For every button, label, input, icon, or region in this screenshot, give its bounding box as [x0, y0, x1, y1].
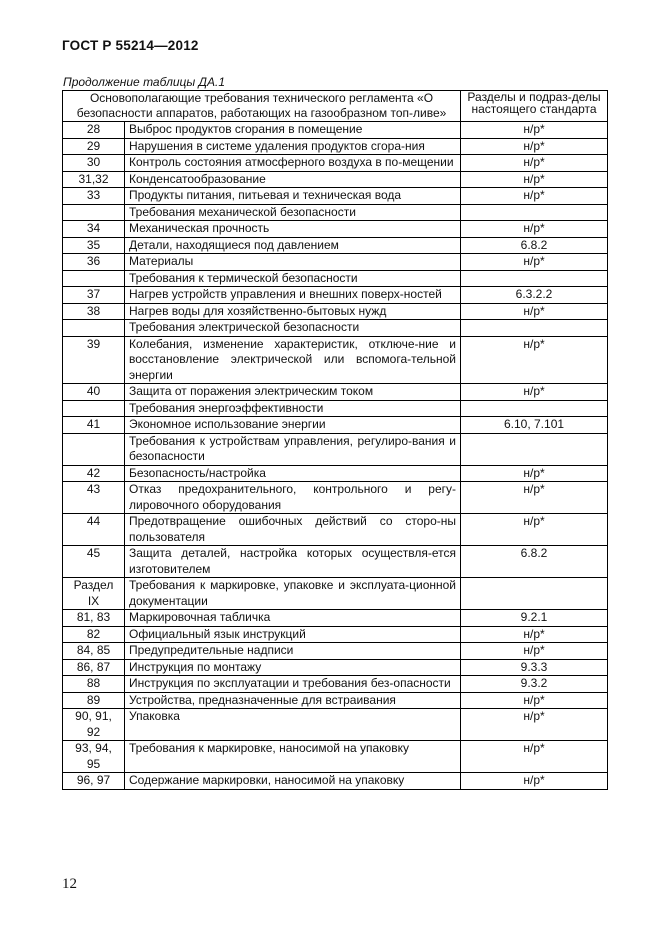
section-cell: н/р*: [461, 692, 608, 709]
row-number-cell: 28: [63, 122, 125, 139]
row-number-cell: 86, 87: [63, 659, 125, 676]
table-row: [63, 204, 608, 221]
requirement-cell: Контроль состояния атмосферного воздуха в по-мещении: [125, 155, 461, 172]
requirement-cell: Маркировочная табличка: [125, 610, 461, 627]
page-number: 12: [62, 876, 77, 892]
requirement-cell: Защита от поражения электрическим током: [125, 384, 461, 401]
column-header-requirements: Основополагающие требования технического регламента «О безопасности аппаратов, работающих на газообразном топ-ливе»: [63, 91, 461, 122]
table-row: [63, 270, 608, 287]
requirement-cell: Экономное использование энергии: [125, 417, 461, 434]
requirement-cell: Выброс продуктов сгорания в помещение: [125, 122, 461, 139]
document-code: ГОСТ Р 55214—2012: [62, 38, 199, 53]
row-number-cell: 82: [63, 626, 125, 643]
table-row: [63, 482, 608, 514]
requirement-cell: Продукты питания, питьевая и техническая вода: [125, 188, 461, 205]
requirement-cell: Требования энергоэффективности: [125, 400, 461, 417]
row-number-cell: 44: [63, 514, 125, 546]
table-row: [63, 659, 608, 676]
requirement-cell: Предотвращение ошибочных действий со сторо-ны пользователя: [125, 514, 461, 546]
row-number-cell: [63, 400, 125, 417]
requirement-cell: Безопасность/настройка: [125, 465, 461, 482]
row-number-cell: 38: [63, 303, 125, 320]
table-row: [63, 384, 608, 401]
row-number-cell: 33: [63, 188, 125, 205]
requirement-cell: Предупредительные надписи: [125, 643, 461, 660]
row-number-cell: 84, 85: [63, 643, 125, 660]
section-cell: н/р*: [461, 138, 608, 155]
row-number-cell: [63, 320, 125, 337]
table-row: [63, 514, 608, 546]
section-cell: 6.10, 7.101: [461, 417, 608, 434]
section-cell: н/р*: [461, 336, 608, 384]
requirement-cell: Требования электрической безопасности: [125, 320, 461, 337]
section-cell: н/р*: [461, 171, 608, 188]
section-cell: 9.3.2: [461, 676, 608, 693]
requirement-cell: Требования к термической безопасности: [125, 270, 461, 287]
table-row: [63, 320, 608, 337]
requirement-cell: Механическая прочность: [125, 221, 461, 238]
section-cell: н/р*: [461, 384, 608, 401]
section-cell: 6.8.2: [461, 546, 608, 578]
section-cell: н/р*: [461, 155, 608, 172]
table-row: [63, 741, 608, 773]
requirement-cell: Упаковка: [125, 709, 461, 741]
requirements-table: [62, 90, 608, 790]
requirement-cell: Устройства, предназначенные для встраивания: [125, 692, 461, 709]
row-number-cell: [63, 204, 125, 221]
row-number-cell: 43: [63, 482, 125, 514]
table-row: [63, 692, 608, 709]
table-body: [63, 122, 608, 790]
requirement-cell: Нагрев устройств управления и внешних поверх-ностей: [125, 287, 461, 304]
row-number-cell: 89: [63, 692, 125, 709]
row-number-cell: 39: [63, 336, 125, 384]
table-row: [63, 188, 608, 205]
requirement-cell: Материалы: [125, 254, 461, 271]
section-cell: 9.3.3: [461, 659, 608, 676]
table-row: [63, 237, 608, 254]
table-row: [63, 578, 608, 610]
row-number-cell: Раздел IX: [63, 578, 125, 610]
table-row: [63, 546, 608, 578]
row-number-cell: 36: [63, 254, 125, 271]
section-cell: н/р*: [461, 188, 608, 205]
section-cell: н/р*: [461, 482, 608, 514]
row-number-cell: [63, 433, 125, 465]
row-number-cell: 37: [63, 287, 125, 304]
table-row: [63, 171, 608, 188]
section-cell: [461, 433, 608, 465]
row-number-cell: 96, 97: [63, 773, 125, 790]
table-row: [63, 676, 608, 693]
section-cell: н/р*: [461, 514, 608, 546]
requirement-cell: Колебания, изменение характеристик, отключе-ние и восстановление электрической или вспомога-тельной энергии: [125, 336, 461, 384]
row-number-cell: 29: [63, 138, 125, 155]
row-number-cell: 45: [63, 546, 125, 578]
requirement-cell: Нарушения в системе удаления продуктов сгора-ния: [125, 138, 461, 155]
table-row: [63, 433, 608, 465]
requirement-cell: Инструкция по монтажу: [125, 659, 461, 676]
requirement-cell: Защита деталей, настройка которых осуществля-ется изготовителем: [125, 546, 461, 578]
row-number-cell: [63, 270, 125, 287]
table-continuation-caption: Продолжение таблицы ДА.1: [63, 75, 226, 89]
section-cell: н/р*: [461, 221, 608, 238]
section-cell: н/р*: [461, 773, 608, 790]
table-row: [63, 643, 608, 660]
section-cell: н/р*: [461, 626, 608, 643]
table-row: [63, 400, 608, 417]
table-row: [63, 155, 608, 172]
row-number-cell: 81, 83: [63, 610, 125, 627]
section-cell: 6.3.2.2: [461, 287, 608, 304]
requirement-cell: Конденсатообразование: [125, 171, 461, 188]
table-header-row: [63, 91, 608, 122]
row-number-cell: 88: [63, 676, 125, 693]
row-number-cell: 35: [63, 237, 125, 254]
section-cell: н/р*: [461, 709, 608, 741]
table-row: [63, 773, 608, 790]
table-row: [63, 221, 608, 238]
section-cell: 6.8.2: [461, 237, 608, 254]
row-number-cell: 31,32: [63, 171, 125, 188]
section-cell: [461, 320, 608, 337]
table-row: [63, 254, 608, 271]
section-cell: [461, 400, 608, 417]
row-number-cell: 41: [63, 417, 125, 434]
table-row: [63, 287, 608, 304]
section-cell: [461, 578, 608, 610]
requirement-cell: Содержание маркировки, наносимой на упаковку: [125, 773, 461, 790]
table-row: [63, 122, 608, 139]
column-header-sections: Разделы и подраз-делы настоящего стандарта: [461, 91, 608, 122]
section-cell: н/р*: [461, 303, 608, 320]
section-cell: [461, 204, 608, 221]
table-row: [63, 709, 608, 741]
table-row: [63, 626, 608, 643]
row-number-cell: 90, 91, 92: [63, 709, 125, 741]
requirement-cell: Нагрев воды для хозяйственно-бытовых нужд: [125, 303, 461, 320]
requirement-cell: Официальный язык инструкций: [125, 626, 461, 643]
table-row: [63, 303, 608, 320]
section-cell: н/р*: [461, 254, 608, 271]
table-row: [63, 465, 608, 482]
requirement-cell: Детали, находящиеся под давлением: [125, 237, 461, 254]
requirement-cell: Требования к маркировке, упаковке и эксплуата-ционной документации: [125, 578, 461, 610]
row-number-cell: 34: [63, 221, 125, 238]
requirement-cell: Требования механической безопасности: [125, 204, 461, 221]
table-row: [63, 417, 608, 434]
requirement-cell: Инструкция по эксплуатации и требования без-опасности: [125, 676, 461, 693]
row-number-cell: 93, 94, 95: [63, 741, 125, 773]
section-cell: [461, 270, 608, 287]
section-cell: н/р*: [461, 643, 608, 660]
requirement-cell: Отказ предохранительного, контрольного и регу-лировочного оборудования: [125, 482, 461, 514]
table-row: [63, 336, 608, 384]
row-number-cell: 40: [63, 384, 125, 401]
section-cell: н/р*: [461, 465, 608, 482]
requirement-cell: Требования к устройствам управления, регулиро-вания и безопасности: [125, 433, 461, 465]
row-number-cell: 30: [63, 155, 125, 172]
row-number-cell: 42: [63, 465, 125, 482]
section-cell: н/р*: [461, 122, 608, 139]
table-row: [63, 138, 608, 155]
section-cell: 9.2.1: [461, 610, 608, 627]
table-row: [63, 610, 608, 627]
section-cell: н/р*: [461, 741, 608, 773]
requirement-cell: Требования к маркировке, наносимой на упаковку: [125, 741, 461, 773]
